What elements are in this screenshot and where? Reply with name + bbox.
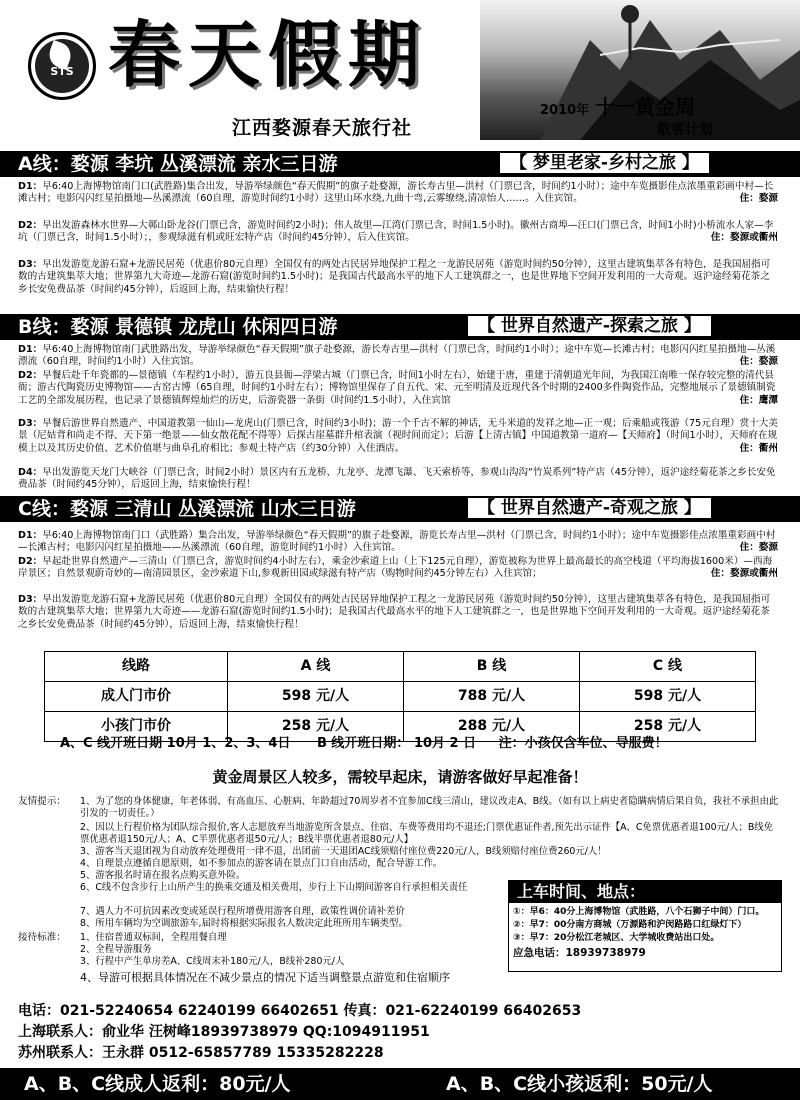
route-b-day-3 bbox=[18, 418, 778, 455]
route-b-day-1 bbox=[18, 344, 778, 369]
day-label: D3： bbox=[18, 594, 43, 605]
tip-1: 1、为了您的身体健康，年老体弱、有高血压、心脏病、年龄超过70周岁者不宜参加C线三清山，建议改走A、B线。（如有以上病史者隐瞒病情后果自负，我社不承担由此引发的一切责任。） bbox=[80, 796, 779, 820]
day-label: D3： bbox=[18, 418, 43, 429]
page-title: 春天假期 bbox=[108, 12, 429, 97]
adult-rebate: A、B、C线成人返利：80元/人 bbox=[24, 1073, 291, 1095]
shanghai-contact: 上海联系人：俞业华 汪树峰18939738979 QQ:1094911951 bbox=[18, 1024, 430, 1040]
route-c-tag: 【 世界自然遗产-奇观之旅 】 bbox=[468, 498, 711, 518]
table-header: B 线 bbox=[403, 652, 579, 682]
boarding-info bbox=[508, 880, 782, 972]
route-b-day-2 bbox=[18, 370, 778, 407]
route-a-day-1 bbox=[18, 181, 778, 206]
price-table bbox=[44, 651, 756, 742]
tips-label: 友情提示： bbox=[18, 796, 66, 807]
table-cell: 258 元/人 bbox=[227, 712, 403, 742]
route-b-tag: 【 世界自然遗产-探索之旅 】 bbox=[468, 316, 711, 336]
year-holiday bbox=[540, 95, 695, 120]
logo-text: STS bbox=[50, 65, 74, 78]
table-cell: 成人门市价 bbox=[45, 682, 228, 712]
tip-5: 5、游客报名时请在报名点购买意外险。 bbox=[80, 870, 246, 881]
route-c-header bbox=[0, 496, 800, 522]
route-c-day-1 bbox=[18, 530, 778, 555]
suzhou-contact: 苏州联系人：王永群 0512-65857789 15335282228 bbox=[18, 1045, 384, 1061]
route-b-day-4 bbox=[18, 467, 778, 492]
day-stay: 住：鹰潭 bbox=[739, 394, 778, 406]
day-stay: 住：婺源或衢州 bbox=[710, 232, 778, 244]
year-text: 2010年 bbox=[540, 103, 590, 118]
route-a-title: A线：婺源 李坑 丛溪漂流 亲水三日游 bbox=[18, 153, 338, 175]
tip-2: 2、因以上行程价格为团队综合报价,客人志愿放弃当地游览所含景点、住宿、车费等费用均不退还;门票优惠证件者,预先出示证件【A、C免票优惠者退100元/人；B线免票优惠者退150元/人；A、C半票优惠者退50元/人；B线半票优惠者退80元/人】 bbox=[80, 822, 774, 846]
table-header: A 线 bbox=[227, 652, 403, 682]
standard-4: 4、导游可根据具体情况在不减少景点的情况下适当调整景点游览和住宿顺序 bbox=[80, 971, 450, 984]
boarding-title: 上车时间、地点： bbox=[509, 881, 781, 903]
day-text: 早6:40上海博物馆南门武胜路出发，导游举绿颜色“春天假期”旗子赴婺源，游长寿古里—洪村（门票已含，时间约1小时）；途中车览—长滩古村；电影闪闪红星拍摄地—丛溪漂流（60自理，时间约1小时）入住宾馆。 bbox=[18, 344, 776, 368]
day-text: 早出发游览龙游石窟+龙游民居苑（优惠价80元自理）全国仅有的两处古民居异地保护工程之一龙游民居苑（游览时间约50分钟），这里古建筑集萃各有特色，是我国屈指可数的古建筑集萃大地；世界第九大奇迹—龙游石窟(游览时间约1.5小时)；是我国古代最高水平的地下人工建筑群之一，也是世界地下空间开发利用的一大奇观。返沪途经菊花茶之乡长安免费品茶（时间约45分钟），后返回上海，结束愉快行程！ bbox=[18, 259, 771, 295]
day-label: D1： bbox=[18, 344, 43, 355]
day-stay: 住：婺源 bbox=[739, 356, 778, 368]
table-header: C 线 bbox=[579, 652, 755, 682]
day-stay: 住：婺源 bbox=[739, 193, 778, 205]
table-header: 线路 bbox=[45, 652, 228, 682]
b-dates: B 线开班日期： 10月 2 日 bbox=[316, 736, 477, 751]
day-label: D2： bbox=[18, 370, 43, 381]
standard-1: 1、住宿普通双标间，全程用餐自理 bbox=[80, 932, 227, 943]
standard-2: 2、全程导游服务 bbox=[80, 944, 152, 955]
table-cell: 258 元/人 bbox=[579, 712, 755, 742]
table-cell: 598 元/人 bbox=[227, 682, 403, 712]
emergency-number: 18939738979 bbox=[565, 947, 646, 959]
day-text: 早餐后游世界自然遗产、中国道教第一仙山—龙虎山(门票已含，时间约3小时)；游一个千古不解的神话，无斗米道的发祥之地—正一观；后乘船或筏游（75元自理）赏十大美景（尼姑背和尚走不得、天下第一绝景——仙女散花配不得等）后探古崖墓群升棺表演（视时间而定）；后游【上清古镇】中国道教第一道府—【天师府】（时间1小时），天师府在规模上以及其历史价值、艺术价值堪与曲阜孔府相比；参观土特产店（约30分钟）入住酒店。 bbox=[18, 418, 778, 454]
route-c-title: C线：婺源 三清山 丛溪漂流 山水三日游 bbox=[18, 498, 356, 520]
child-rebate: A、B、C线小孩返利：50元/人 bbox=[446, 1073, 713, 1095]
tip-3: 3、游客当天退团视为自动放弃处理费用一律不退，出团前一天退团AC线须赔付座位费220元/人，B线须赔付座位费260元/人！ bbox=[80, 846, 607, 857]
holiday-text: 十一黄金周 bbox=[595, 95, 696, 119]
day-text: 早6:40上海博物馆南门口（武胜路）集合出发，导游举绿颜色“春天假期”的旗子赴婺源，游览长寿古里—洪村（门票已含，时间约1小时）；途中车览摄影佳点浓墨重彩画中村—长滩古村；电影闪闪红星拍摄地——丛溪漂流（60自理，游览时间约1小时）入住宾馆。 bbox=[18, 530, 776, 554]
agency-name: 江西婺源春天旅行社 bbox=[232, 117, 413, 139]
emergency-phone bbox=[509, 947, 781, 960]
tip-7: 7、遇人力不可抗因素改变或延误行程所增费用游客自理，政策性调价请补差价 bbox=[80, 906, 405, 917]
day-text: 早6:40上海博物馆南门口(武胜路)集合出发，导游举绿颜色“春天假期”的旗子赴婺源，游长寿古里—洪村（门票已含，时间约1小时）；途中车览摄影佳点浓墨重彩画中村—长滩古村；电影闪闪红星拍摄地—丛溪漂流（60自理，游览时间约1小时）这里山环水绕,九曲十弯,云雾缭绕,清凉怡人……。入住宾馆。 bbox=[18, 181, 774, 205]
day-text: 早起赴世界自然遗产—三清山（门票已含，游览时间约4小时左右），乘金沙索道上山（上下125元自理），游览被称为世界上最高最长的高空栈道（平均海拔1600米）—西海岸景区；自然景观蔚奇妙的—南清园景区，金沙索道下山,参观新田园或绿滋有特产店（购物时间约45分钟左右）入住宾馆； bbox=[18, 556, 773, 580]
route-c-day-3 bbox=[18, 594, 778, 631]
boarding-point-1: ①：早6：40分上海博物馆（武胜路，八个石狮子中间）门口。 bbox=[513, 907, 765, 917]
phone-fax: 电话：021-52240654 62240199 66402651 传真：021-62240199 66402653 bbox=[18, 1003, 582, 1019]
day-label: D2： bbox=[18, 220, 43, 231]
route-c-day-2 bbox=[18, 556, 778, 581]
table-cell: 小孩门市价 bbox=[45, 712, 228, 742]
day-label: D1： bbox=[18, 530, 43, 541]
day-text: 早出发游森林水世界—大鄣山卧龙谷(门票已含，游览时间约2小时)；伟人故里—江湾(门票已含，时间1.5小时)。徽州古商埠—汪口(门票已含，时间1小时)小桥流水人家—李坑（门票已含，时间1.5小时）；，参观绿滋有机或旺宏特产店（时间约45分钟），后入住宾馆。 bbox=[18, 220, 774, 244]
day-stay: 住：婺源 bbox=[739, 542, 778, 554]
tip-8: 8、所用车辆均为空调旅游车,届时将根据实际报名人数决定此班所用车辆类型。 bbox=[80, 918, 408, 929]
day-stay: 住：婺源或衢州 bbox=[710, 568, 778, 580]
day-stay: 住：衢州 bbox=[739, 442, 778, 454]
sts-logo bbox=[28, 32, 96, 100]
table-cell: 788 元/人 bbox=[403, 682, 579, 712]
route-a-header bbox=[0, 151, 800, 177]
departure-dates bbox=[60, 736, 770, 752]
rebate-bar bbox=[0, 1068, 800, 1100]
standard-3: 3、行程中产生单房差A、C线周末补180元/人，B线补280元/人 bbox=[80, 956, 345, 967]
table-cell: 288 元/人 bbox=[403, 712, 579, 742]
day-label: D2： bbox=[18, 556, 43, 567]
tip-4: 4、自理景点遵循自愿原则，如不参加点的游客请在景点门口自由活动，配合导游工作。 bbox=[80, 858, 443, 869]
route-b-header bbox=[0, 314, 800, 340]
plan-label: 散客计划 bbox=[657, 122, 713, 138]
early-rise-notice: 黄金周景区人较多，需较早起床，请游客做好早起准备！ bbox=[212, 768, 588, 786]
table-header-row bbox=[45, 652, 756, 682]
day-label: D4： bbox=[18, 467, 43, 478]
day-text: 早出发游览天龙门大峡谷（门票已含，时间2小时）景区内有五龙桥、九龙亭、龙潭飞瀑、飞天索桥等，参观山沟沟“竹炭系列”特产店（45分钟），返沪途经菊花茶之乡长安免费品茶（时间约45分钟），后返回上海，结束愉快行程！ bbox=[18, 467, 776, 491]
boarding-point-2: ②：早7：00分南方商城（万源路和沪闵路路口红绿灯下） bbox=[513, 920, 747, 930]
emergency-label: 应急电话： bbox=[513, 947, 566, 959]
table-cell: 598 元/人 bbox=[579, 682, 755, 712]
route-a-day-3 bbox=[18, 259, 778, 296]
day-label: D3： bbox=[18, 259, 43, 270]
standard-label: 接待标准： bbox=[18, 932, 66, 943]
child-note: 注：小孩仅含车位、导服费！ bbox=[498, 736, 668, 751]
boarding-point-3: ③：早7：20分松江老城区、大学城收费站出口处。 bbox=[513, 933, 720, 943]
ac-dates: A、C 线开班日期 10月 1、2、3、4日 bbox=[60, 736, 291, 751]
route-a-tag: 【 梦里老家-乡村之旅 】 bbox=[500, 153, 709, 173]
day-text: 早出发游览龙游石窟+龙游民居苑（优惠价80元自理）全国仅有的两处古民居异地保护工程之一龙游民居苑（游览时间约50分钟），这里古建筑集萃各有特色，是我国屈指可数的古建筑集萃大地；世界第九大奇迹——龙游石窟(游览时间约1.5小时)；是我国古代最高水平的地下人工建筑群之一，也是世界地下空间开发利用的一大奇观。返沪途经菊花茶之乡长安免费品茶（时间约45分钟），后返回上海，结束愉快行程！ bbox=[18, 594, 771, 630]
day-label: D1： bbox=[18, 181, 43, 192]
table-row bbox=[45, 682, 756, 712]
contact-block bbox=[18, 1001, 581, 1064]
route-a-day-2 bbox=[18, 220, 778, 245]
route-b-title: B线：婺源 景德镇 龙虎山 休闲四日游 bbox=[18, 316, 338, 338]
tip-6: 6、C线不包含步行上山所产生的换乘交通及相关费用，步行上下山期间游客自行承担相关责任 bbox=[80, 882, 468, 893]
day-text: 早餐后赴千年瓷都的—景德镇（车程约1小时），游五良县衙—浮梁古城（门票已含，时间1小时左右），始建于唐，重建于清朝道光年间，为我国江南唯一保存较完整的清代县衙；游古代陶瓷历史博物馆——古窑古博（65自理，时间约1小时左右）；博物馆里保存了自五代、宋、元至明清及近现代各个时期的2400多件陶瓷作品，完整地展示了景德镇制瓷工艺的全部发展历程，也记录了景德镇辉煌灿烂的历史，后游瓷器一条街（时间约1.5小时），入住宾馆 bbox=[18, 370, 776, 406]
